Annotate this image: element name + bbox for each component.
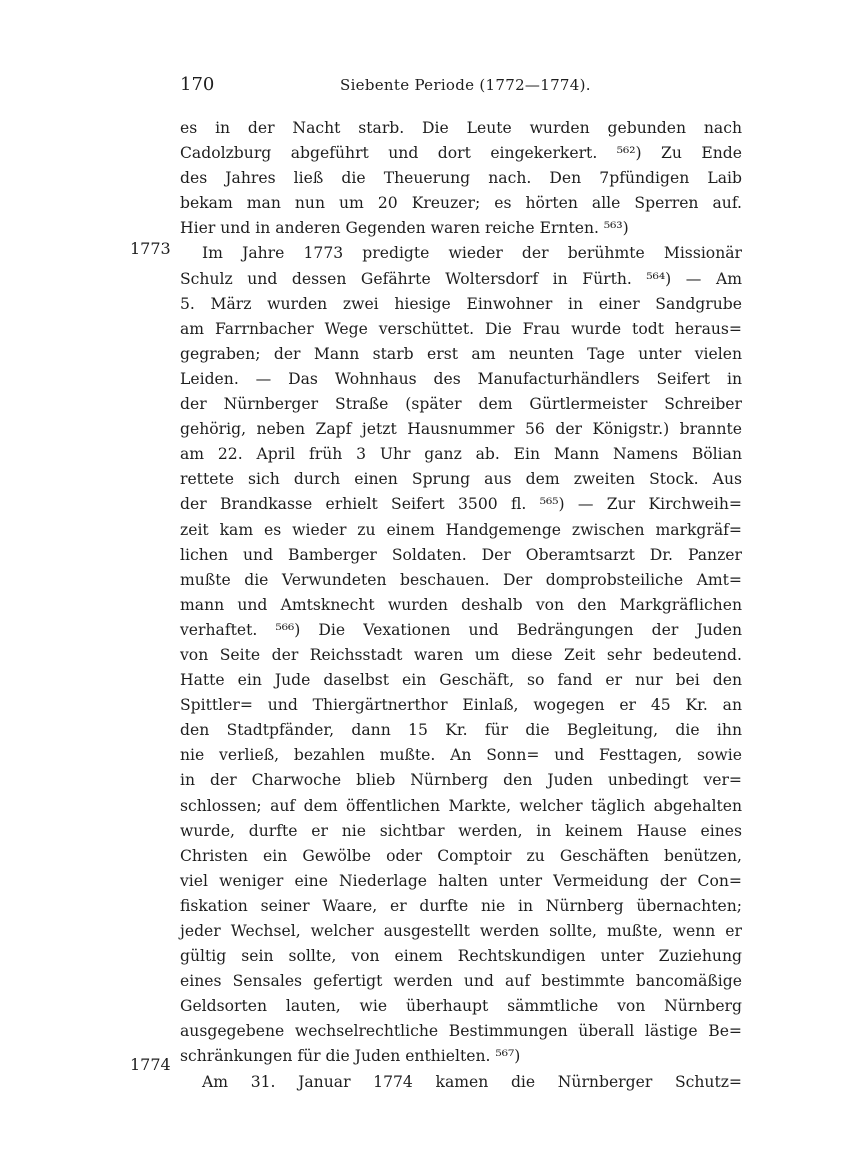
text-line: jeder Wechsel, welcher ausgestellt werden sollte, mußte, wenn er [180, 922, 742, 940]
page-number: 170 [180, 74, 215, 95]
margin-year-1773: 1773 [130, 239, 171, 258]
text-line: rettete sich durch einen Sprung aus dem zweiten Stock. Aus [180, 470, 742, 489]
text-line: zeit kam es wieder zu einem Handgemenge zwischen markgräf= [180, 520, 742, 539]
text-line: viel weniger eine Niederlage halten unter Vermeidung der Con= [180, 871, 742, 890]
text-line: von Seite der Reichsstadt waren um diese Zeit sehr bedeutend. [180, 645, 742, 664]
text-line: der Brandkasse erhielt Seifert 3500 fl. ⁵⁶⁵) — Zur Kirchweih= [180, 495, 742, 514]
text-line: des Jahres ließ die Theuerung nach. Den 7pfündigen Laib [180, 169, 742, 188]
text-line: am 22. April früh 3 Uhr ganz ab. Ein Mann Namens Bölian [180, 445, 742, 464]
text-line: Geldsorten lauten, wie überhaupt sämmtliche von Nürnberg [180, 997, 742, 1016]
text-line: Schulz und dessen Gefährte Woltersdorf in Fürth. ⁵⁶⁴) — Am [180, 269, 742, 288]
text-line: Im Jahre 1773 predigte wieder der berühmte Missionär [202, 244, 742, 263]
text-line: es in der Nacht starb. Die Leute wurden gebunden nach [180, 119, 742, 137]
margin-year-1774: 1774 [130, 1055, 171, 1074]
page-header [180, 74, 740, 98]
text-line: in der Charwoche blieb Nürnberg den Juden unbedingt ver= [180, 771, 742, 790]
text-line: den Stadtpfänder, dann 15 Kr. für die Begleitung, die ihn [180, 721, 742, 740]
text-line: schränkungen für die Juden enthielten. ⁵⁶⁷) [180, 1047, 521, 1066]
text-line: gültig sein sollte, von einem Rechtskundigen unter Zuziehung [180, 947, 742, 966]
text-line: Am 31. Januar 1774 kamen die Nürnberger Schutz= [202, 1072, 742, 1091]
text-line: Christen ein Gewölbe oder Comptoir zu Geschäften benützen, [180, 846, 742, 865]
text-line: Hatte ein Jude daselbst ein Geschäft, so fand er nur bei den [180, 671, 742, 690]
text-line: fiskation seiner Waare, er durfte nie in Nürnberg übernachten; [180, 896, 742, 915]
text-line: eines Sensales gefertigt werden und auf bestimmte bancomäßige [180, 972, 742, 991]
text-line: wurde, durfte er nie sichtbar werden, in keinem Hause eines [180, 821, 742, 840]
text-line: Cadolzburg abgeführt und dort eingekerkert. ⁵⁶²) Zu Ende [180, 144, 742, 163]
text-line: lichen und Bamberger Soldaten. Der Oberamtsarzt Dr. Panzer [180, 545, 742, 564]
text-line: mann und Amtsknecht wurden deshalb von den Markgräflichen [180, 595, 742, 614]
text-line: am Farrnbacher Wege verschüttet. Die Frau wurde todt heraus= [180, 319, 742, 338]
body-text [180, 116, 742, 1095]
text-line: verhaftet. ⁵⁶⁶) Die Vexationen und Bedrängungen der Juden [180, 620, 742, 639]
running-title: Siebente Periode (1772—1774). [340, 76, 591, 94]
text-line: nie verließ, bezahlen mußte. An Sonn= und Festtagen, sowie [180, 746, 742, 765]
text-line: gegraben; der Mann starb erst am neunten Tage unter vielen [180, 344, 742, 363]
text-line: schlossen; auf dem öffentlichen Markte, welcher täglich abgehalten [180, 796, 742, 815]
text-line: ausgegebene wechselrechtliche Bestimmungen überall lästige Be= [180, 1022, 742, 1041]
text-line: 5. März wurden zwei hiesige Einwohner in einer Sandgrube [180, 294, 742, 313]
text-line: mußte die Verwundeten beschauen. Der domprobsteiliche Amt= [180, 570, 742, 589]
text-line: Hier und in anderen Gegenden waren reiche Ernten. ⁵⁶³) [180, 219, 629, 238]
text-line: der Nürnberger Straße (später dem Gürtlermeister Schreiber [180, 395, 742, 414]
text-line: gehörig, neben Zapf jetzt Hausnummer 56 der Königstr.) brannte [180, 420, 742, 439]
text-line: Spittler= und Thiergärtnerthor Einlaß, wogegen er 45 Kr. an [180, 696, 742, 715]
text-line: Leiden. — Das Wohnhaus des Manufacturhändlers Seifert in [180, 369, 742, 388]
text-line: bekam man nun um 20 Kreuzer; es hörten alle Sperren auf. [180, 194, 742, 213]
